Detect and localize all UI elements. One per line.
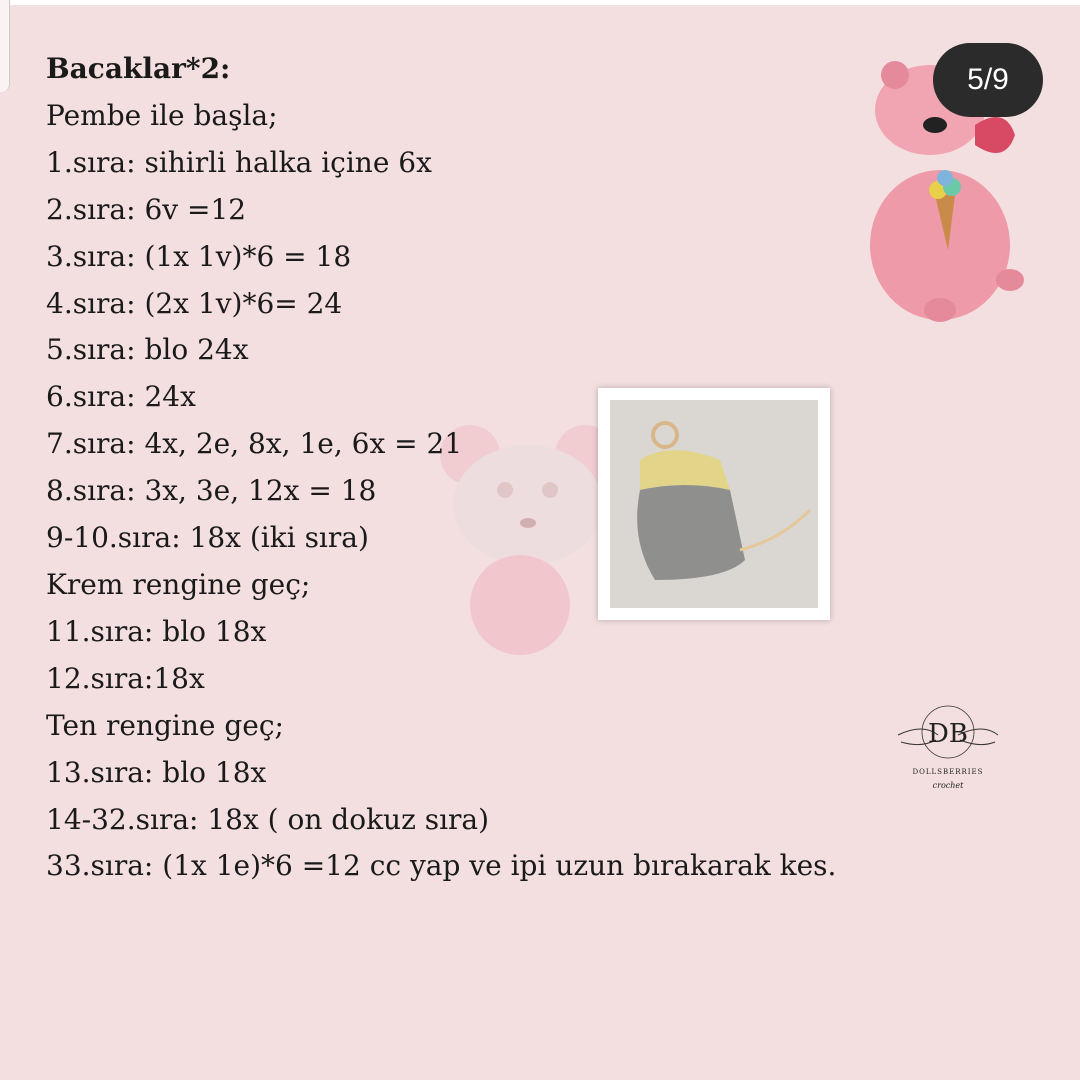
pattern-line: 13.sıra: blo 18x: [46, 755, 267, 789]
pattern-line: 5.sıra: blo 24x: [46, 333, 249, 367]
top-bar: [0, 0, 1080, 5]
pattern-line: 3.sıra: (1x 1v)*6 = 18: [46, 239, 352, 273]
pattern-title: Bacaklar*2:: [46, 52, 231, 85]
svg-text:crochet: crochet: [932, 781, 964, 790]
pattern-line: Krem rengine geç;: [46, 567, 311, 601]
pattern-line: 33.sıra: (1x 1e)*6 =12 cc yap ve ipi uzun bırakarak kes.: [46, 849, 837, 883]
pattern-line: 1.sıra: sihirli halka içine 6x: [46, 145, 432, 179]
pattern-line: 14-32.sıra: 18x ( on dokuz sıra): [46, 802, 490, 836]
pattern-line: 2.sıra: 6v =12: [46, 192, 247, 226]
pattern-line: Pembe ile başla;: [46, 98, 278, 132]
pattern-line: 11.sıra: blo 18x: [46, 614, 267, 648]
pattern-line: 9-10.sıra: 18x (iki sıra): [46, 521, 369, 555]
page-indicator: 5/9: [933, 43, 1043, 117]
pattern-line: 4.sıra: (2x 1v)*6= 24: [46, 286, 343, 320]
pattern-line: Ten rengine geç;: [46, 708, 284, 742]
pattern-line: 6.sıra: 24x: [46, 380, 196, 414]
dollsberries-logo: [893, 700, 1003, 795]
svg-text:DB: DB: [928, 719, 968, 749]
previous-slide-edge: [0, 0, 10, 92]
pattern-line: 7.sıra: 4x, 2e, 8x, 1e, 6x = 21: [46, 427, 463, 461]
pattern-line: 8.sıra: 3x, 3e, 12x = 18: [46, 474, 377, 508]
svg-text:DOLLSBERRIES: DOLLSBERRIES: [912, 768, 984, 776]
pattern-text: [46, 46, 836, 890]
pattern-line: 12.sıra:18x: [46, 661, 205, 695]
